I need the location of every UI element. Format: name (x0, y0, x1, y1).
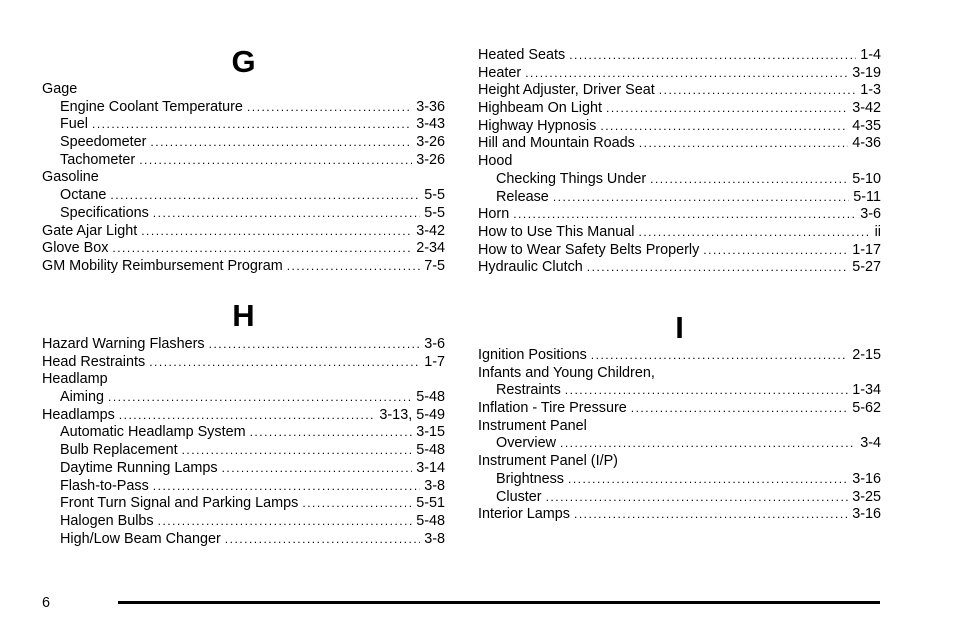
entry-page-ref: 5-27 (852, 259, 881, 276)
index-entry-headlamps (42, 407, 445, 425)
index-entry-hill-and-mountain-roads (478, 135, 881, 153)
entry-label: Brightness (496, 470, 564, 487)
entry-label: Hood (478, 153, 513, 170)
entry-label: Glove Box (42, 240, 109, 257)
entry-page-ref: 1-4 (860, 47, 881, 63)
index-entry-brightness (478, 471, 881, 489)
entry-page-ref: 5-48 (416, 512, 445, 529)
index-entry-how-to-use-this-manual (478, 224, 881, 242)
dot-leader (587, 259, 848, 277)
entry-label: Overview (496, 435, 556, 452)
index-entry-highbeam-on-light (478, 100, 881, 118)
entry-label: Front Turn Signal and Parking Lamps (60, 495, 299, 512)
index-entry-interior-lamps (478, 506, 881, 524)
entry-label: Checking Things Under (496, 170, 647, 187)
entry-page-ref: 3-19 (852, 64, 881, 81)
section-letter-h: H (232, 298, 255, 333)
entry-label: Headlamps (42, 406, 115, 423)
entry-page-ref: 1-34 (852, 382, 881, 399)
index-entry-headlamp (42, 371, 445, 389)
entry-label: Cluster (496, 488, 542, 505)
entry-page-ref: 2-15 (852, 347, 881, 363)
index-entry-specifications (42, 205, 445, 223)
index-entry-heated-seats (478, 47, 881, 65)
entry-label: Gage (42, 81, 78, 97)
entry-page-ref: 3-4 (860, 435, 881, 452)
entry-page-ref: 1-7 (424, 353, 445, 370)
entry-page-ref: 5-10 (852, 170, 881, 187)
entry-label: GM Mobility Reimbursement Program (42, 257, 283, 274)
entry-label: How to Use This Manual (478, 223, 635, 240)
dot-leader (560, 435, 856, 453)
entry-page-ref: 4-36 (852, 135, 881, 152)
entry-label: High/Low Beam Changer (60, 530, 221, 547)
index-entry-speedometer (42, 134, 445, 152)
dot-leader (591, 347, 848, 365)
entry-page-ref: 5-48 (416, 442, 445, 459)
index-entry-octane (42, 187, 445, 205)
entry-page-ref: 3-43 (416, 116, 445, 133)
entry-page-ref: 3-42 (852, 100, 881, 117)
entry-label: Interior Lamps (478, 506, 570, 523)
entry-page-ref: 3-16 (852, 470, 881, 487)
dot-leader (659, 82, 856, 100)
index-entry-hood (478, 153, 881, 171)
index-entry-fuel (42, 116, 445, 134)
index-entry-halogen-bulbs (42, 513, 445, 531)
dot-leader (108, 389, 412, 407)
entry-page-ref: 3-14 (416, 459, 445, 476)
dot-leader (92, 116, 412, 134)
entry-label: Headlamp (42, 371, 108, 388)
entry-page-ref: 2-34 (416, 240, 445, 257)
dot-leader (222, 460, 413, 478)
dot-leader (110, 187, 420, 205)
entry-label: Daytime Running Lamps (60, 459, 218, 476)
index-entry-heater (478, 65, 881, 83)
entry-label: Highway Hypnosis (478, 117, 597, 134)
dot-leader (703, 242, 848, 260)
index-entry-daytime-running-lamps (42, 460, 445, 478)
entry-page-ref: 3-8 (424, 530, 445, 547)
entry-label: Highbeam On Light (478, 100, 602, 117)
entry-label: Hazard Warning Flashers (42, 336, 205, 352)
entry-label: Speedometer (60, 134, 147, 151)
entry-label: Ignition Positions (478, 347, 587, 363)
entry-label: Flash-to-Pass (60, 477, 149, 494)
dot-leader (112, 240, 412, 258)
dot-leader (639, 224, 871, 242)
index-entry-gasoline (42, 169, 445, 187)
entry-page-ref: 3-8 (424, 477, 445, 494)
dot-leader (569, 47, 856, 65)
index-entry-horn (478, 206, 881, 224)
entry-label: Release (496, 188, 549, 205)
entry-page-ref: 5-51 (416, 495, 445, 512)
index-entry-cluster (478, 489, 881, 507)
entry-label: Bulb Replacement (60, 442, 178, 459)
index-entry-height-adjuster-driver-seat (478, 82, 881, 100)
index-entry-gm-mobility-reimbursement-program (42, 258, 445, 276)
dot-leader (513, 206, 856, 224)
entry-page-ref: 3-6 (424, 336, 445, 352)
index-entry-restraints (478, 382, 881, 400)
entry-label: Heated Seats (478, 47, 566, 63)
index-list-h (42, 336, 445, 548)
dot-leader (153, 205, 420, 223)
page-number: 6 (42, 595, 51, 611)
index-entry-engine-coolant-temperature (42, 99, 445, 117)
entry-label: Heater (478, 64, 522, 81)
entry-label: Automatic Headlamp System (60, 424, 246, 441)
dot-leader (565, 382, 848, 400)
dot-leader (287, 258, 420, 276)
index-entry-infants-and-young-children (478, 365, 881, 383)
index-entry-hydraulic-clutch (478, 259, 881, 277)
index-entry-head-restraints (42, 354, 445, 372)
dot-leader (525, 65, 848, 83)
dot-leader (225, 531, 420, 549)
dot-leader (606, 100, 848, 118)
dot-leader (553, 189, 849, 207)
entry-label: Infants and Young Children, (478, 364, 655, 381)
index-entry-automatic-headlamp-system (42, 424, 445, 442)
entry-label: Instrument Panel (I/P) (478, 453, 618, 470)
entry-page-ref: 5-62 (852, 400, 881, 417)
entry-page-ref: 5-5 (424, 187, 445, 204)
footer-rule (118, 601, 880, 604)
dot-leader (150, 134, 412, 152)
index-entry-how-to-wear-safety-belts-properly (478, 242, 881, 260)
entry-label: Hill and Mountain Roads (478, 135, 635, 152)
section-letter-g: G (231, 44, 256, 79)
index-entry-inflation-tire-pressure (478, 400, 881, 418)
dot-leader (600, 118, 848, 136)
index-entry-front-turn-signal-and-parking-lamps (42, 495, 445, 513)
entry-page-ref: 3-25 (852, 488, 881, 505)
index-entry-glove-box (42, 240, 445, 258)
entry-page-ref: 3-16 (852, 506, 881, 523)
entry-label: How to Wear Safety Belts Properly (478, 241, 700, 258)
dot-leader (250, 424, 413, 442)
index-entry-gage (42, 81, 445, 99)
dot-leader (639, 135, 848, 153)
dot-leader (546, 489, 849, 507)
entry-label: Height Adjuster, Driver Seat (478, 82, 655, 99)
entry-label: Horn (478, 206, 510, 223)
entry-label: Fuel (60, 116, 88, 133)
entry-page-ref: 1-17 (852, 241, 881, 258)
entry-page-ref: 3-6 (860, 206, 881, 223)
index-entry-tachometer (42, 152, 445, 170)
index-entry-release (478, 189, 881, 207)
dot-leader (650, 171, 848, 189)
entry-label: Octane (60, 187, 107, 204)
index-entry-aiming (42, 389, 445, 407)
index-entry-instrument-panel-i-p (478, 453, 881, 471)
dot-leader (209, 336, 421, 354)
entry-page-ref: ii (874, 223, 881, 240)
index-list-i (478, 347, 881, 524)
entry-page-ref: 5-5 (424, 204, 445, 221)
entry-page-ref: 3-36 (416, 98, 445, 115)
entry-label: Tachometer (60, 151, 136, 168)
entry-page-ref: 3-15 (416, 424, 445, 441)
dot-leader (631, 400, 848, 418)
index-entry-overview (478, 435, 881, 453)
section-letter-i: I (675, 310, 684, 345)
dot-leader (119, 407, 376, 425)
index-entry-highway-hypnosis (478, 118, 881, 136)
dot-leader (158, 513, 413, 531)
index-entry-bulb-replacement (42, 442, 445, 460)
dot-leader (149, 354, 420, 372)
entry-page-ref: 7-5 (424, 257, 445, 274)
dot-leader (302, 495, 412, 513)
dot-leader (153, 478, 420, 496)
entry-label: Head Restraints (42, 353, 146, 370)
index-entry-gate-ajar-light (42, 223, 445, 241)
entry-label: Inflation - Tire Pressure (478, 400, 627, 417)
entry-page-ref: 3-26 (416, 151, 445, 168)
dot-leader (139, 152, 412, 170)
dot-leader (247, 99, 412, 117)
entry-label: Gasoline (42, 169, 99, 186)
entry-label: Gate Ajar Light (42, 222, 138, 239)
index-list-h-continued (478, 47, 881, 277)
entry-page-ref: 1-3 (860, 82, 881, 99)
index-list-g (42, 81, 445, 276)
index-entry-hazard-warning-flashers (42, 336, 445, 354)
dot-leader (568, 471, 848, 489)
index-entry-checking-things-under (478, 171, 881, 189)
dot-leader (141, 223, 412, 241)
entry-page-ref: 4-35 (852, 117, 881, 134)
dot-leader (182, 442, 413, 460)
entry-label: Instrument Panel (478, 417, 587, 434)
index-entry-high-low-beam-changer (42, 531, 445, 549)
entry-label: Engine Coolant Temperature (60, 98, 243, 115)
entry-label: Halogen Bulbs (60, 512, 154, 529)
index-entry-flash-to-pass (42, 478, 445, 496)
entry-label: Restraints (496, 382, 561, 399)
index-entry-ignition-positions (478, 347, 881, 365)
entry-page-ref: 5-11 (853, 188, 881, 205)
entry-page-ref: 5-48 (416, 389, 445, 406)
entry-label: Aiming (60, 389, 104, 406)
entry-label: Hydraulic Clutch (478, 259, 583, 276)
entry-page-ref: 3-13, 5-49 (379, 406, 445, 423)
index-entry-instrument-panel (478, 418, 881, 436)
dot-leader (574, 506, 848, 524)
entry-label: Specifications (60, 204, 149, 221)
entry-page-ref: 3-42 (416, 222, 445, 239)
entry-page-ref: 3-26 (416, 134, 445, 151)
